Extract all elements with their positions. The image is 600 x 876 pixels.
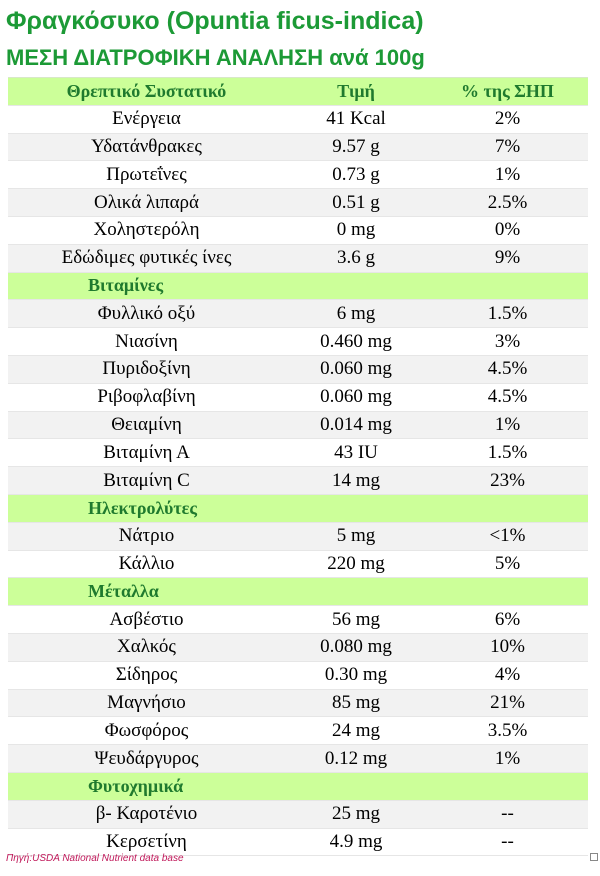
table-row — [8, 522, 588, 550]
daily-value-cell: 2% — [427, 105, 588, 133]
nutrient-value-cell: 0.12 mg — [285, 745, 427, 773]
nutrient-name-cell: Κάλλιο — [8, 550, 285, 578]
table-row — [8, 328, 588, 356]
daily-value-cell: 1.5% — [427, 439, 588, 467]
nutrient-name-cell: Βιταμίνη Α — [8, 439, 285, 467]
daily-value-cell: 9% — [427, 244, 588, 272]
section-label: Φυτοχημικά — [8, 772, 588, 800]
table-row — [8, 689, 588, 717]
header-value: Τιμή — [285, 78, 427, 106]
nutrient-value-cell: 0.060 mg — [285, 355, 427, 383]
nutrient-value-cell: 0.460 mg — [285, 328, 427, 356]
header-nutrient: Θρεπτικό Συστατικό — [8, 78, 285, 106]
table-row — [8, 439, 588, 467]
nutrient-name-cell: β- Καροτένιο — [8, 800, 285, 828]
nutrient-name-cell: Χαλκός — [8, 633, 285, 661]
daily-value-cell: 0% — [427, 216, 588, 244]
page-subtitle: ΜΕΣΗ ΔΙΑΤΡΟΦΙΚΗ ΑΝΑΛΗΣΗ ανά 100g — [6, 45, 425, 70]
table-row — [8, 550, 588, 578]
nutrient-name-cell: Κερσετίνη — [8, 828, 285, 856]
nutrient-name-cell: Φωσφόρος — [8, 717, 285, 745]
daily-value-cell: 2.5% — [427, 189, 588, 217]
section-header-electrolytes — [8, 494, 588, 522]
daily-value-cell: 21% — [427, 689, 588, 717]
table-row — [8, 244, 588, 272]
daily-value-cell: 4% — [427, 661, 588, 689]
table-row — [8, 828, 588, 856]
nutrient-value-cell: 5 mg — [285, 522, 427, 550]
nutrient-name-cell: Ενέργεια — [8, 105, 285, 133]
nutrient-name-cell: Ψευδάργυρος — [8, 745, 285, 773]
nutrient-name-cell: Υδατάνθρακες — [8, 133, 285, 161]
nutrient-value-cell: 85 mg — [285, 689, 427, 717]
nutrient-name-cell: Χοληστερόλη — [8, 216, 285, 244]
table-row — [8, 606, 588, 634]
daily-value-cell: 1.5% — [427, 300, 588, 328]
table-row — [8, 661, 588, 689]
table-row — [8, 105, 588, 133]
table-row — [8, 383, 588, 411]
table-resize-handle[interactable] — [590, 853, 598, 861]
daily-value-cell: 23% — [427, 467, 588, 495]
table-row — [8, 745, 588, 773]
nutrient-value-cell: 0.060 mg — [285, 383, 427, 411]
nutrient-name-cell: Νιασίνη — [8, 328, 285, 356]
nutrient-value-cell: 14 mg — [285, 467, 427, 495]
table-row — [8, 300, 588, 328]
table-row — [8, 717, 588, 745]
daily-value-cell: <1% — [427, 522, 588, 550]
nutrient-value-cell: 3.6 g — [285, 244, 427, 272]
section-header-vitamins — [8, 272, 588, 300]
nutrient-name-cell: Ριβοφλαβίνη — [8, 383, 285, 411]
nutrient-value-cell: 25 mg — [285, 800, 427, 828]
nutrient-name-cell: Εδώδιμες φυτικές ίνες — [8, 244, 285, 272]
table-body — [8, 105, 588, 856]
nutrient-name-cell: Πρωτεΐνες — [8, 161, 285, 189]
section-label: Μέταλλα — [8, 578, 588, 606]
table-row — [8, 411, 588, 439]
daily-value-cell: 3% — [427, 328, 588, 356]
nutrient-value-cell: 24 mg — [285, 717, 427, 745]
nutrient-name-cell: Ολικά λιπαρά — [8, 189, 285, 217]
nutrient-value-cell: 43 IU — [285, 439, 427, 467]
nutrient-value-cell: 4.9 mg — [285, 828, 427, 856]
nutrient-value-cell: 0.73 g — [285, 161, 427, 189]
nutrient-name-cell: Θειαμίνη — [8, 411, 285, 439]
table-header-row — [8, 78, 588, 106]
table-row — [8, 133, 588, 161]
daily-value-cell: 6% — [427, 606, 588, 634]
nutrient-name-cell: Σίδηρος — [8, 661, 285, 689]
nutrient-name-cell: Φυλλικό οξύ — [8, 300, 285, 328]
nutrient-value-cell: 0 mg — [285, 216, 427, 244]
header-daily-value: % της ΣΗΠ — [427, 78, 588, 106]
table-row — [8, 189, 588, 217]
table-row — [8, 633, 588, 661]
table-row — [8, 216, 588, 244]
nutrient-name-cell: Νάτριο — [8, 522, 285, 550]
nutrient-value-cell: 56 mg — [285, 606, 427, 634]
nutrition-table — [8, 77, 588, 856]
nutrient-name-cell: Πυριδοξίνη — [8, 355, 285, 383]
daily-value-cell: -- — [427, 828, 588, 856]
daily-value-cell: 4.5% — [427, 383, 588, 411]
daily-value-cell: 5% — [427, 550, 588, 578]
table-row — [8, 800, 588, 828]
daily-value-cell: 3.5% — [427, 717, 588, 745]
daily-value-cell: 7% — [427, 133, 588, 161]
table-row — [8, 355, 588, 383]
nutrient-value-cell: 9.57 g — [285, 133, 427, 161]
daily-value-cell: -- — [427, 800, 588, 828]
daily-value-cell: 4.5% — [427, 355, 588, 383]
daily-value-cell: 10% — [427, 633, 588, 661]
nutrient-value-cell: 0.014 mg — [285, 411, 427, 439]
daily-value-cell: 1% — [427, 745, 588, 773]
nutrient-value-cell: 41 Kcal — [285, 105, 427, 133]
page-title: Φραγκόσυκο (Opuntia ficus-indica) — [6, 7, 424, 35]
table-row — [8, 467, 588, 495]
nutrient-value-cell: 0.51 g — [285, 189, 427, 217]
nutrient-value-cell: 6 mg — [285, 300, 427, 328]
nutrient-name-cell: Μαγνήσιο — [8, 689, 285, 717]
section-header-minerals — [8, 578, 588, 606]
daily-value-cell: 1% — [427, 411, 588, 439]
source-note: Πηγή:USDA National Nutrient data base — [6, 853, 184, 864]
nutrient-name-cell: Ασβέστιο — [8, 606, 285, 634]
nutrient-name-cell: Βιταμίνη C — [8, 467, 285, 495]
table-row — [8, 161, 588, 189]
nutrient-value-cell: 220 mg — [285, 550, 427, 578]
section-label: Βιταμίνες — [8, 272, 588, 300]
section-header-phytochemicals — [8, 772, 588, 800]
section-label: Ηλεκτρολύτες — [8, 494, 588, 522]
nutrient-value-cell: 0.080 mg — [285, 633, 427, 661]
nutrient-value-cell: 0.30 mg — [285, 661, 427, 689]
daily-value-cell: 1% — [427, 161, 588, 189]
